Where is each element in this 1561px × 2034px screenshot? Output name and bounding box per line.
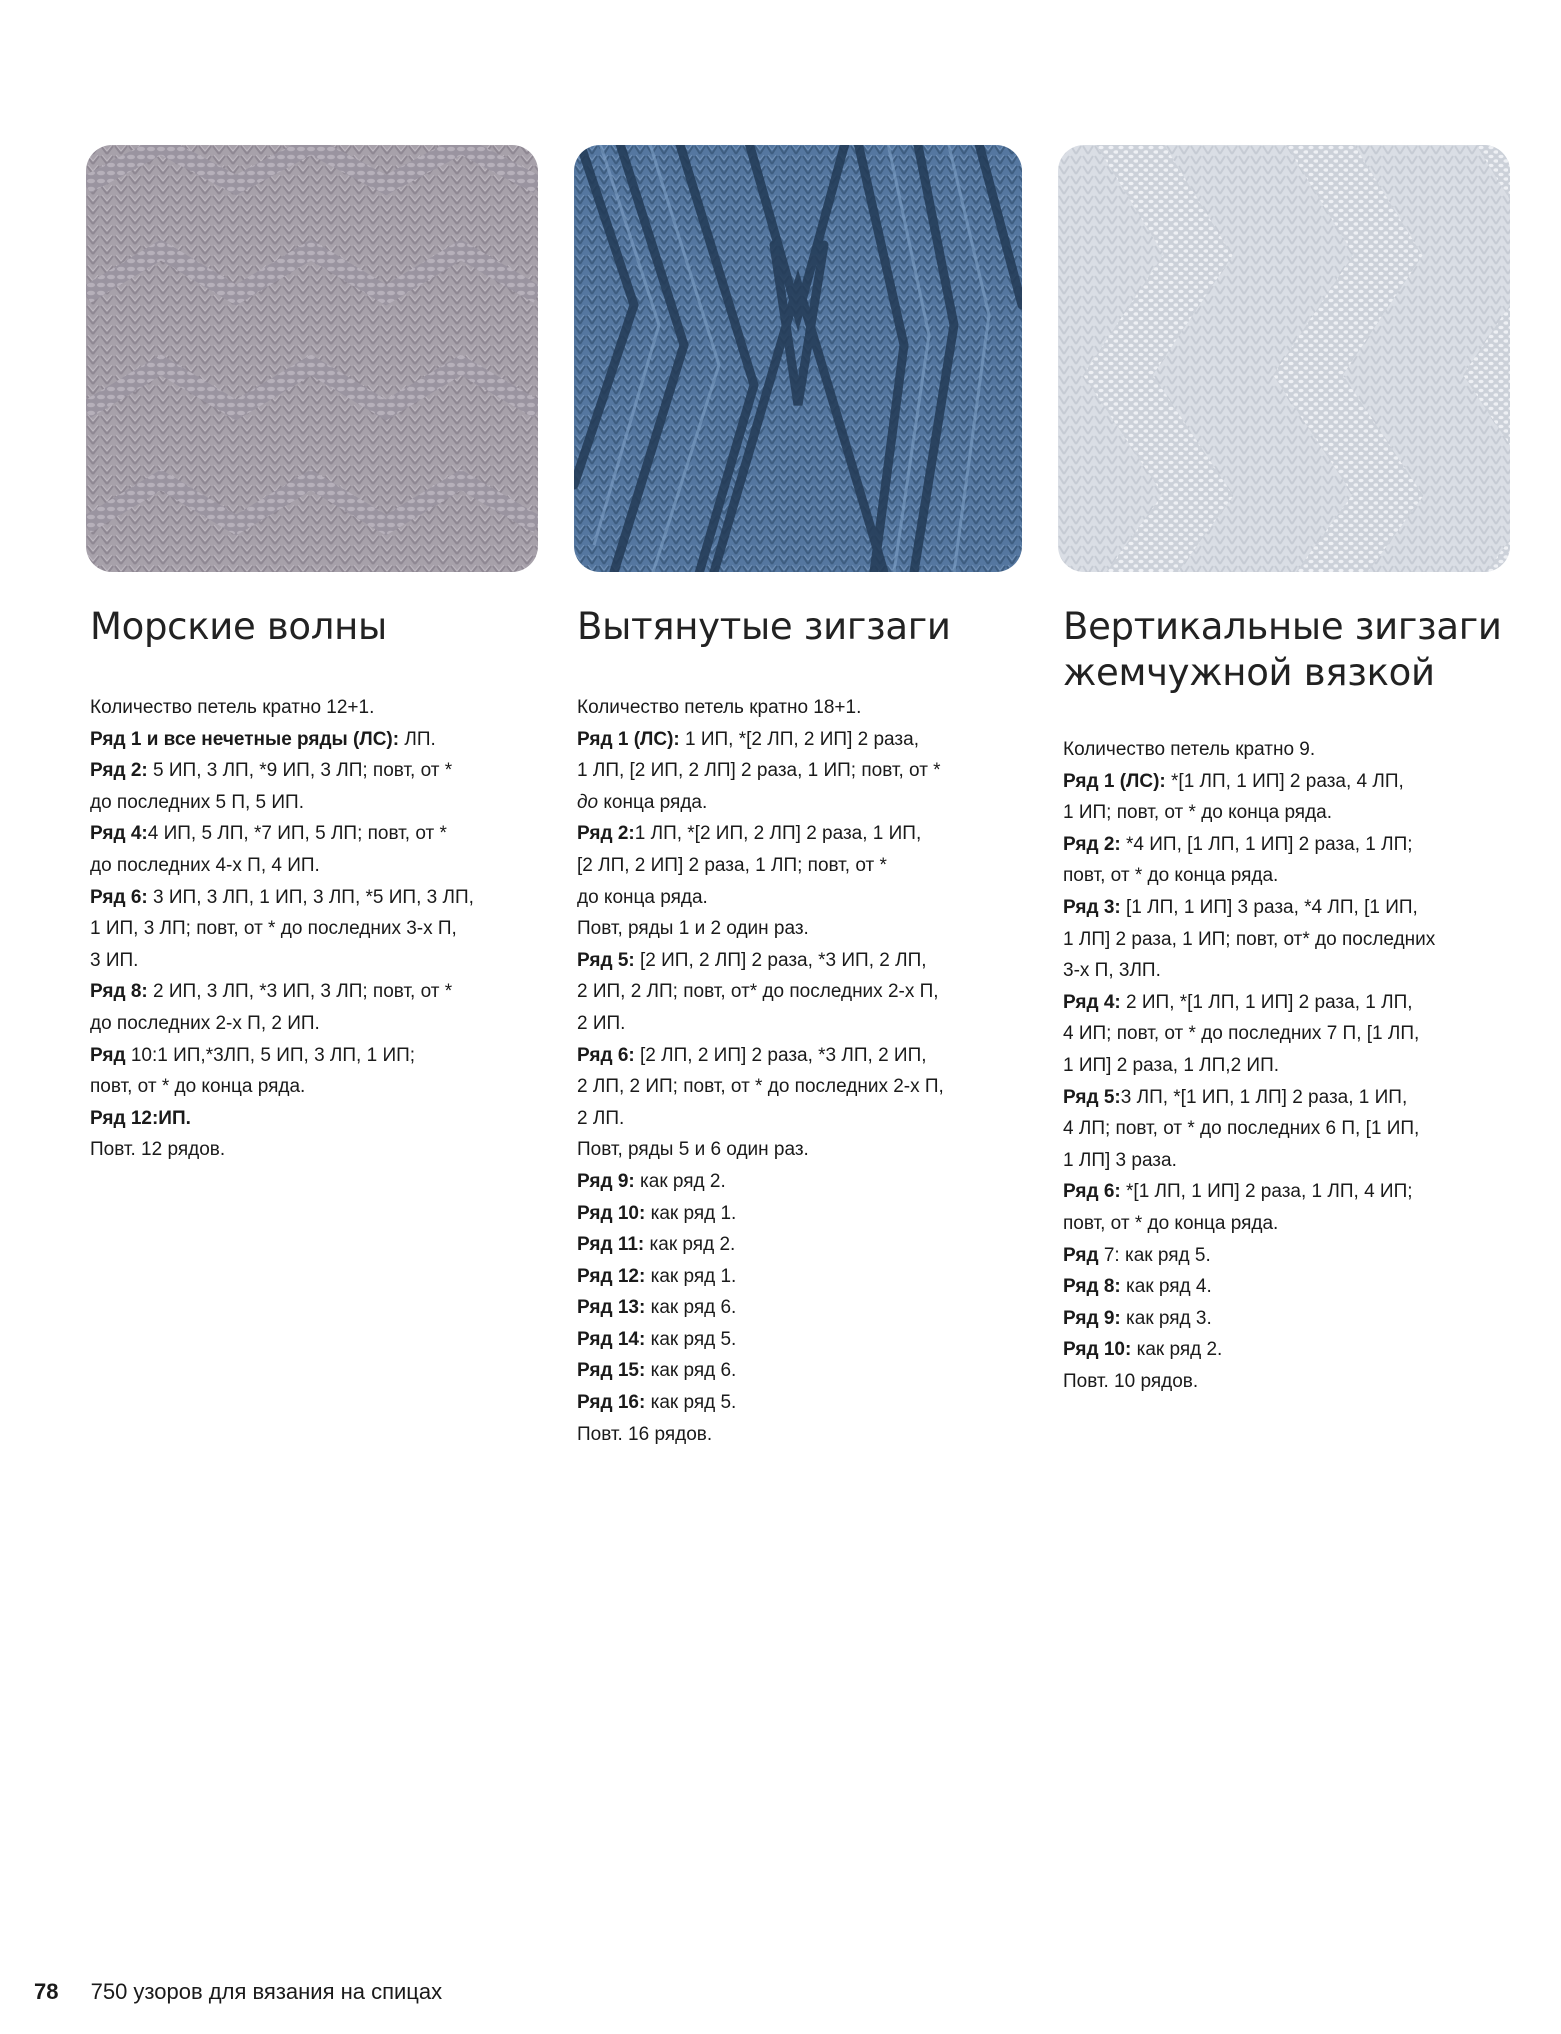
- instruction-line: [577, 1198, 1017, 1230]
- page-number: 78: [34, 1979, 59, 2004]
- row-label: Ряд 2:: [1063, 833, 1127, 855]
- instruction-line: [1063, 1208, 1503, 1240]
- instruction-text: 5 ИП, 3 ЛП, *9 ИП, 3 ЛП; повт, от *: [153, 760, 453, 782]
- instruction-text: повт, от * до конца ряда.: [1063, 1212, 1279, 1234]
- row-label: Ряд 13:: [577, 1297, 651, 1319]
- instruction-line: [577, 692, 1017, 724]
- instruction-text: 1 ИП] 2 раза, 1 ЛП,2 ИП.: [1063, 1054, 1280, 1076]
- instruction-text: Повт, ряды 5 и 6 один раз.: [577, 1139, 809, 1161]
- instruction-line: [577, 1040, 1017, 1072]
- instruction-line: [1063, 797, 1503, 829]
- pattern-column-3: [1063, 604, 1503, 1397]
- instruction-line: [577, 1355, 1017, 1387]
- instruction-line: [90, 692, 530, 724]
- instruction-text: 1 ЛП, *[2 ИП, 2 ЛП] 2 раза, 1 ИП,: [634, 823, 922, 845]
- instruction-line: [90, 1040, 530, 1072]
- instruction-line: [577, 724, 1017, 756]
- instruction-text: до последних 5 П, 5 ИП.: [90, 791, 304, 813]
- instruction-text: 2 ИП, 3 ЛП, *3 ИП, 3 ЛП; повт, от *: [153, 981, 453, 1003]
- instruction-text: 3 ИП, 3 ЛП, 1 ИП, 3 ЛП, *5 ИП, 3 ЛП,: [153, 886, 474, 908]
- instruction-text: повт, от * до конца ряда.: [90, 1076, 306, 1098]
- row-label: Ряд 16:: [577, 1392, 651, 1414]
- pattern-title: [90, 604, 530, 650]
- row-label: Ряд 8:: [1063, 1276, 1127, 1298]
- instruction-text: ЛП.: [404, 728, 436, 750]
- instruction-line: [1063, 1018, 1503, 1050]
- instruction-text: *[1 ЛП, 1 ИП] 2 раза, 4 ЛП,: [1171, 770, 1404, 792]
- instruction-text: как ряд 1.: [650, 1265, 737, 1287]
- row-label: Ряд 12:ИП.: [90, 1107, 191, 1129]
- row-label: Ряд 4:: [90, 823, 148, 845]
- instruction-line: [1063, 1113, 1503, 1145]
- row-label: Ряд 6:: [577, 1044, 641, 1066]
- row-label: Ряд 5:: [577, 949, 641, 971]
- instruction-text: как ряд 5.: [650, 1328, 737, 1350]
- instruction-line: [90, 755, 530, 787]
- instruction-line: [577, 1261, 1017, 1293]
- instruction-line: [577, 1103, 1017, 1135]
- row-label: Ряд 2:: [90, 760, 154, 782]
- book-title: 750 узоров для вязания на спицах: [90, 1979, 443, 2004]
- instruction-text: 3-х П, 3ЛП.: [1063, 960, 1161, 982]
- pattern-title: [577, 604, 1017, 650]
- row-label: Ряд 6:: [1063, 1181, 1127, 1203]
- instruction-line: [577, 913, 1017, 945]
- instruction-line: [90, 1103, 530, 1135]
- row-label: Ряд 14:: [577, 1328, 651, 1350]
- instruction-text: до последних 2-х П, 2 ИП.: [90, 1012, 320, 1034]
- instruction-text: как ряд 2.: [640, 1170, 726, 1192]
- instruction-line: [577, 818, 1017, 850]
- instruction-text: как ряд 3.: [1126, 1307, 1212, 1329]
- pattern-title-line: жемчужной вязкой: [1063, 651, 1435, 694]
- page-footer: [34, 1977, 442, 2007]
- instruction-line: [577, 755, 1017, 787]
- pattern-instructions: [1063, 734, 1503, 1397]
- row-label: Ряд 1 (ЛС):: [1063, 770, 1172, 792]
- instruction-line: [1063, 829, 1503, 861]
- row-label: Ряд: [1063, 1244, 1104, 1266]
- row-label: Ряд 4:: [1063, 991, 1127, 1013]
- instruction-line: [1063, 955, 1503, 987]
- instruction-text: 10:1 ИП,*3ЛП, 5 ИП, 3 ЛП, 1 ИП;: [130, 1044, 416, 1066]
- instruction-text: как ряд 2.: [1136, 1339, 1223, 1361]
- instruction-text: 1 ИП, *[2 ЛП, 2 ИП] 2 раза,: [685, 728, 919, 750]
- instruction-text: до: [577, 791, 604, 813]
- instruction-text: до последних 4-х П, 4 ИП.: [90, 854, 320, 876]
- instruction-text: Повт. 10 рядов.: [1063, 1370, 1199, 1392]
- pattern-title-line: Вытянутые зигзаги: [577, 605, 951, 648]
- row-label: Ряд 1 и все нечетные ряды (ЛС):: [90, 728, 405, 750]
- swatch-image-seed-stitch-zigzags: [1058, 145, 1510, 572]
- row-label: Ряд 5:: [1063, 1086, 1121, 1108]
- row-label: Ряд 2:: [577, 823, 635, 845]
- row-label: Ряд 8:: [90, 981, 154, 1003]
- instruction-line: [1063, 1176, 1503, 1208]
- instruction-text: 3 ИП.: [90, 949, 139, 971]
- instruction-line: [90, 913, 530, 945]
- instruction-line: [90, 976, 530, 1008]
- instruction-line: [1063, 1334, 1503, 1366]
- instruction-text: 4 ЛП; повт, от * до последних 6 П, [1 ИП,: [1063, 1118, 1420, 1140]
- pattern-title: [1063, 604, 1503, 696]
- row-label: Ряд 11:: [577, 1234, 650, 1256]
- instruction-text: 2 ЛП, 2 ИП; повт, от * до последних 2-х П,: [577, 1076, 944, 1098]
- instruction-line: [1063, 892, 1503, 924]
- instruction-text: 4 ИП; повт, от * до последних 7 П, [1 ЛП,: [1063, 1023, 1420, 1045]
- instruction-text: Количество петель кратно 18+1.: [577, 697, 862, 718]
- instruction-line: [90, 1008, 530, 1040]
- instruction-line: [1063, 1050, 1503, 1082]
- instruction-text: [2 ЛП, 2 ИП] 2 раза, 1 ЛП; повт, от *: [577, 854, 887, 876]
- instruction-line: [1063, 860, 1503, 892]
- instruction-line: [577, 787, 1017, 819]
- instruction-text: как ряд 2.: [649, 1234, 736, 1256]
- instruction-text: 1 ЛП] 2 раза, 1 ИП; повт, от* до последних: [1063, 928, 1436, 950]
- instruction-text: повт, от * до конца ряда.: [1063, 865, 1279, 887]
- instruction-text: *4 ИП, [1 ЛП, 1 ИП] 2 раза, 1 ЛП;: [1126, 833, 1413, 855]
- instruction-line: [1063, 1145, 1503, 1177]
- instruction-line: [1063, 1303, 1503, 1335]
- instruction-text: 1 ЛП] 3 раза.: [1063, 1149, 1177, 1171]
- instruction-text: Повт. 12 рядов.: [90, 1139, 226, 1161]
- instruction-line: [1063, 924, 1503, 956]
- instruction-text: до конца ряда.: [577, 886, 708, 908]
- instruction-text: Повт, ряды 1 и 2 один раз.: [577, 918, 809, 940]
- row-label: Ряд 12:: [577, 1265, 651, 1287]
- instruction-line: [577, 1324, 1017, 1356]
- instruction-line: [90, 1134, 530, 1166]
- pattern-instructions: [90, 692, 530, 1166]
- row-label: Ряд 9:: [1063, 1307, 1127, 1329]
- instruction-line: [577, 945, 1017, 977]
- instruction-text: 2 ИП, 2 ЛП; повт, от* до последних 2-х П,: [577, 981, 939, 1003]
- instruction-text: Количество петель кратно 12+1.: [90, 697, 375, 718]
- instruction-text: 1 ИП; повт, от * до конца ряда.: [1063, 802, 1333, 824]
- pattern-instructions: [577, 692, 1017, 1450]
- swatch-image-elongated-zigzags: [574, 145, 1022, 572]
- instruction-text: [2 ИП, 2 ЛП] 2 раза, *3 ИП, 2 ЛП,: [640, 949, 927, 971]
- row-label: Ряд 10:: [1063, 1339, 1137, 1361]
- instruction-text: 4 ИП, 5 ЛП, *7 ИП, 5 ЛП; повт, от *: [147, 823, 447, 845]
- instruction-text: как ряд 4.: [1126, 1276, 1212, 1298]
- instruction-text: [1 ЛП, 1 ИП] 3 раза, *4 ЛП, [1 ИП,: [1126, 896, 1418, 918]
- instruction-line: [577, 1134, 1017, 1166]
- row-label: Ряд 1 (ЛС):: [577, 728, 686, 750]
- instruction-line: [1063, 1366, 1503, 1398]
- instruction-line: [577, 1292, 1017, 1324]
- row-label: Ряд 10:: [577, 1202, 651, 1224]
- instruction-line: [1063, 766, 1503, 798]
- instruction-text: 2 ИП.: [577, 1012, 626, 1034]
- instruction-line: [90, 850, 530, 882]
- pattern-title-line: Морские волны: [90, 605, 387, 648]
- instruction-text: 1 ИП, 3 ЛП; повт, от * до последних 3-х П,: [90, 918, 457, 940]
- instruction-text: как ряд 5.: [650, 1392, 737, 1414]
- instruction-line: [90, 1071, 530, 1103]
- instruction-line: [577, 976, 1017, 1008]
- instruction-text: 7: как ряд 5.: [1103, 1244, 1211, 1266]
- instruction-text: как ряд 1.: [650, 1202, 737, 1224]
- instruction-line: [1063, 1082, 1503, 1114]
- instruction-line: [90, 724, 530, 756]
- instruction-line: [90, 818, 530, 850]
- instruction-text: Повт. 16 рядов.: [577, 1423, 713, 1445]
- instruction-line: [577, 882, 1017, 914]
- row-label: Ряд 15:: [577, 1360, 651, 1382]
- instruction-text: как ряд 6.: [650, 1360, 737, 1382]
- instruction-line: [1063, 734, 1503, 766]
- instruction-line: [1063, 1271, 1503, 1303]
- instruction-line: [90, 882, 530, 914]
- instruction-line: [577, 1229, 1017, 1261]
- instruction-text: конца ряда.: [603, 791, 708, 813]
- instruction-line: [90, 945, 530, 977]
- row-label: Ряд: [90, 1044, 131, 1066]
- instruction-line: [577, 850, 1017, 882]
- instruction-text: Количество петель кратно 9.: [1063, 739, 1316, 760]
- instruction-text: 2 ЛП.: [577, 1107, 625, 1129]
- instruction-text: [2 ЛП, 2 ИП] 2 раза, *3 ЛП, 2 ИП,: [640, 1044, 927, 1066]
- instruction-text: *[1 ЛП, 1 ИП] 2 раза, 1 ЛП, 4 ИП;: [1126, 1181, 1413, 1203]
- row-label: Ряд 3:: [1063, 896, 1127, 918]
- instruction-line: [90, 787, 530, 819]
- instruction-line: [577, 1008, 1017, 1040]
- row-label: Ряд 9:: [577, 1170, 641, 1192]
- pattern-column-2: [577, 604, 1017, 1450]
- instruction-line: [577, 1387, 1017, 1419]
- instruction-line: [1063, 987, 1503, 1019]
- swatch-image-sea-waves: [86, 145, 538, 572]
- pattern-title-line: Вертикальные зигзаги: [1063, 605, 1502, 648]
- instruction-text: как ряд 6.: [650, 1297, 737, 1319]
- instruction-text: 3 ЛП, *[1 ИП, 1 ЛП] 2 раза, 1 ИП,: [1120, 1086, 1408, 1108]
- instruction-line: [577, 1419, 1017, 1451]
- pattern-column-1: [90, 604, 530, 1166]
- instruction-text: 2 ИП, *[1 ЛП, 1 ИП] 2 раза, 1 ЛП,: [1126, 991, 1413, 1013]
- instruction-line: [1063, 1240, 1503, 1272]
- instruction-text: 1 ЛП, [2 ИП, 2 ЛП] 2 раза, 1 ИП; повт, от *: [577, 760, 941, 782]
- instruction-line: [577, 1071, 1017, 1103]
- row-label: Ряд 6:: [90, 886, 154, 908]
- instruction-line: [577, 1166, 1017, 1198]
